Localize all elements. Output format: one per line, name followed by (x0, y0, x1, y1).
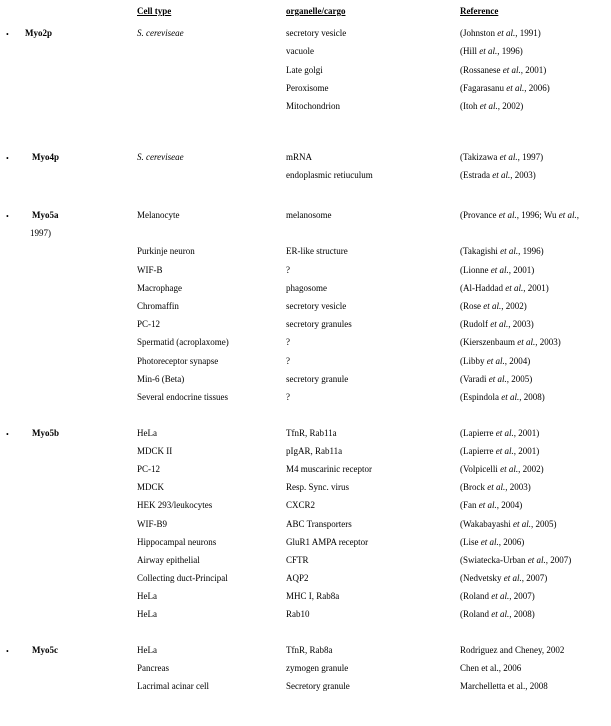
cargo: Peroxisome (286, 83, 329, 93)
cargo: secretory vesicle (286, 301, 347, 311)
cell-type: Airway epithelial (137, 555, 200, 565)
et-al-text: et al. (500, 464, 519, 474)
reference (460, 356, 530, 367)
reference-text: (Varadi (460, 374, 489, 384)
reference-text: (Swiatecka-Urban (460, 555, 528, 565)
reference (460, 210, 579, 221)
cell-type: Chromaffin (137, 301, 179, 311)
reference (460, 319, 534, 330)
reference (460, 428, 539, 439)
cargo: Rab10 (286, 609, 310, 619)
cargo: ? (286, 356, 290, 366)
cell-type: MDCK II (137, 446, 173, 456)
et-al-text: et al. (491, 591, 510, 601)
reference-text: (Lionne (460, 265, 491, 275)
bullet-marker: • (6, 154, 9, 163)
et-al-text: et al. (500, 246, 519, 256)
cell-type: Spermatid (acroplaxome) (137, 337, 229, 347)
reference-text: (Espindola (460, 392, 502, 402)
cell-type: PC-12 (137, 319, 161, 329)
reference (460, 46, 523, 57)
reference-text: (Roland (460, 609, 492, 619)
reference-text: , (576, 210, 579, 220)
et-al-text: et al. (502, 65, 521, 75)
reference-text: (Rose (460, 301, 484, 311)
reference-text: , 2003) (505, 482, 531, 492)
reference (460, 101, 523, 112)
et-al-text: et al. (501, 392, 520, 402)
cargo: vacuole (286, 46, 314, 56)
reference (460, 65, 546, 76)
reference-text: , 1997) (517, 152, 544, 162)
reference (460, 152, 543, 163)
cell-type: MDCK (137, 482, 165, 492)
cargo: ABC Transporters (286, 519, 352, 529)
cargo: zymogen granule (286, 663, 349, 673)
reference-text: Chen et al., 2006 (460, 663, 522, 673)
reference-text: (Lapierre (460, 428, 496, 438)
cell-type: HeLa (137, 609, 157, 619)
reference (460, 663, 521, 674)
reference-text: Marchelletta et al., 2008 (460, 681, 548, 691)
cargo: Late golgi (286, 65, 323, 75)
cell-type: Macrophage (137, 283, 182, 293)
reference-text: , 2006) (524, 83, 550, 93)
et-al-text: et al. (499, 152, 518, 162)
reference-text: , 2001) (513, 446, 540, 456)
cargo: GluR1 AMPA receptor (286, 537, 369, 547)
reference (460, 681, 548, 692)
cargo: ? (286, 337, 290, 347)
et-al-text: et al. (483, 301, 502, 311)
cargo: pIgAR, Rab11a (286, 446, 343, 456)
reference-text: , 1996; Wu (516, 210, 559, 220)
cargo: secretory granules (286, 319, 352, 329)
reference-text: , 2006) (498, 537, 525, 547)
et-al-text: et al. (497, 28, 516, 38)
et-al-text: et al. (480, 537, 499, 547)
cell-type: Min-6 (Beta) (137, 374, 185, 384)
reference-text: (Hill (460, 46, 480, 56)
reference-text: (Lapierre (460, 446, 496, 456)
reference (460, 464, 544, 475)
bullet-marker: • (6, 212, 9, 221)
reference (460, 609, 535, 620)
reference-text: , 2004) (496, 500, 523, 510)
reference-text: , 2005) (531, 519, 557, 529)
reference (460, 645, 564, 656)
cell-type: Hippocampal neurons (137, 537, 217, 547)
reference-text: , 2001) (523, 283, 549, 293)
cell-type: Several endocrine tissues (137, 392, 228, 402)
reference (460, 519, 557, 530)
cell-type: Lacrimal acinar cell (137, 681, 209, 691)
reference-text: , 2003) (508, 319, 534, 329)
et-al-text: et al. (505, 283, 524, 293)
reference-text: , 2004) (504, 356, 531, 366)
reference-text: , 2008) (509, 609, 535, 619)
reference-text: , 1996) (518, 246, 544, 256)
reference (460, 500, 522, 511)
cell-type: Collecting duct-Principal (137, 573, 228, 583)
reference (460, 591, 535, 602)
myosin-name: Myo5b (32, 428, 59, 438)
reference-text: (Takagishi (460, 246, 501, 256)
bullet-marker: • (6, 30, 9, 39)
cargo: secretory granule (286, 374, 349, 384)
et-al-text: et al. (498, 210, 517, 220)
reference-text: , 2007) (545, 555, 572, 565)
et-al-text: et al. (558, 210, 577, 220)
reference (30, 228, 51, 239)
cell-type: HEK 293/leukocytes (137, 500, 213, 510)
et-al-text: et al. (503, 573, 522, 583)
cell-type: HeLa (137, 428, 157, 438)
reference (460, 301, 527, 312)
reference-text: , 1996) (497, 46, 523, 56)
cell-type: WIF-B9 (137, 519, 167, 529)
cargo: ? (286, 392, 290, 402)
reference-text: (Fan (460, 500, 479, 510)
bullet-marker: • (6, 430, 9, 439)
reference-text: , 2005) (506, 374, 533, 384)
reference (460, 337, 561, 348)
et-al-text: et al. (479, 46, 498, 56)
reference (460, 246, 544, 257)
cell-type: Pancreas (137, 663, 169, 673)
et-al-text: et al. (527, 555, 546, 565)
reference-text: (Kierszenbaum (460, 337, 518, 347)
reference (460, 28, 541, 39)
reference-text: , 2007) (521, 573, 548, 583)
myosin-name: Myo2p (25, 28, 52, 38)
cell-type: HeLa (137, 591, 157, 601)
cargo: CFTR (286, 555, 309, 565)
et-al-text: et al. (495, 446, 514, 456)
myosin-name: Myo5c (32, 645, 58, 655)
cell-type: Purkinje neuron (137, 246, 195, 256)
cargo: M4 muscarinic receptor (286, 464, 372, 474)
reference (460, 537, 524, 548)
reference-text: (Johnston (460, 28, 498, 38)
cell-type: Photoreceptor synapse (137, 356, 219, 366)
reference-text: (Rossanese (460, 65, 503, 75)
reference-text: Rodriguez and Cheney, 2002 (460, 645, 565, 655)
cell-type: PC-12 (137, 464, 161, 474)
cargo: CXCR2 (286, 500, 316, 510)
reference-text: (Wakabayashi (460, 519, 514, 529)
cell-type: HeLa (137, 645, 157, 655)
reference (460, 573, 547, 584)
reference (460, 446, 539, 457)
reference-text: , 2008) (519, 392, 545, 402)
reference (460, 83, 550, 94)
et-al-text: et al. (490, 265, 509, 275)
reference-text: , 2002) (501, 301, 527, 311)
cargo: secretory vesicle (286, 28, 347, 38)
cargo: Resp. Sync. virus (286, 482, 349, 492)
reference-text: (Roland (460, 591, 492, 601)
reference (460, 482, 531, 493)
et-al-text: et al. (478, 500, 497, 510)
reference-text: , 2001) (520, 65, 547, 75)
reference (460, 170, 536, 181)
reference-text: (Estrada (460, 170, 493, 180)
cell-type: Melanocyte (137, 210, 180, 220)
et-al-text: et al. (492, 170, 511, 180)
et-al-text: et al. (488, 374, 507, 384)
reference-text: (Provance (460, 210, 499, 220)
cargo: TfnR, Rab8a (286, 645, 333, 655)
cargo: TfnR, Rab11a (286, 428, 337, 438)
reference-text: 1997) (30, 228, 51, 238)
reference-text: , 2002) (518, 464, 544, 474)
et-al-text: et al. (486, 356, 505, 366)
reference-text: (Volpicelli (460, 464, 501, 474)
cargo: ? (286, 265, 290, 275)
reference-text: , 2001) (513, 428, 540, 438)
header-cell-type: Cell type (137, 6, 172, 16)
reference-text: , 2003) (535, 337, 561, 347)
cell-type: S. cereviseae (137, 28, 184, 38)
et-al-text: et al. (513, 519, 532, 529)
header-cargo: organelle/cargo (286, 6, 346, 16)
reference-text: (Libby (460, 356, 487, 366)
cell-type: S. cereviseae (137, 152, 184, 162)
et-al-text: et al. (491, 609, 510, 619)
reference (460, 374, 532, 385)
cargo: ER-like structure (286, 246, 348, 256)
et-al-text: et al. (479, 101, 498, 111)
myosin-name: Myo5a (32, 210, 59, 220)
cell-type: WIF-B (137, 265, 163, 275)
reference-text: (Lise (460, 537, 481, 547)
reference-text: (Nedvetsky (460, 573, 504, 583)
et-al-text: et al. (517, 337, 536, 347)
reference-text: (Takizawa (460, 152, 500, 162)
cargo: Secretory granule (286, 681, 350, 691)
cargo: endoplasmic retiuculum (286, 170, 373, 180)
reference (460, 555, 571, 566)
reference-text: , 1991) (515, 28, 541, 38)
myosin-name: Myo4p (32, 152, 59, 162)
header-reference: Reference (460, 6, 499, 16)
et-al-text: et al. (506, 83, 525, 93)
reference (460, 392, 545, 403)
cargo: phagosome (286, 283, 327, 293)
et-al-text: et al. (487, 482, 506, 492)
reference-text: , 2001) (508, 265, 535, 275)
cargo: melanosome (286, 210, 332, 220)
reference-text: (Itoh (460, 101, 480, 111)
reference-text: , 2007) (509, 591, 535, 601)
reference (460, 265, 534, 276)
cargo: MHC I, Rab8a (286, 591, 340, 601)
et-al-text: et al. (495, 428, 514, 438)
cargo: AQP2 (286, 573, 309, 583)
reference-text: , 2003) (510, 170, 536, 180)
bullet-marker: • (6, 647, 9, 656)
cargo: Mitochondrion (286, 101, 340, 111)
reference-text: (Rudolf (460, 319, 491, 329)
reference-text: , 2002) (497, 101, 524, 111)
reference-text: (Brock (460, 482, 488, 492)
reference-text: (Fagarasanu (460, 83, 507, 93)
cargo: mRNA (286, 152, 313, 162)
et-al-text: et al. (490, 319, 509, 329)
reference (460, 283, 549, 294)
reference-text: (Al-Haddad (460, 283, 506, 293)
